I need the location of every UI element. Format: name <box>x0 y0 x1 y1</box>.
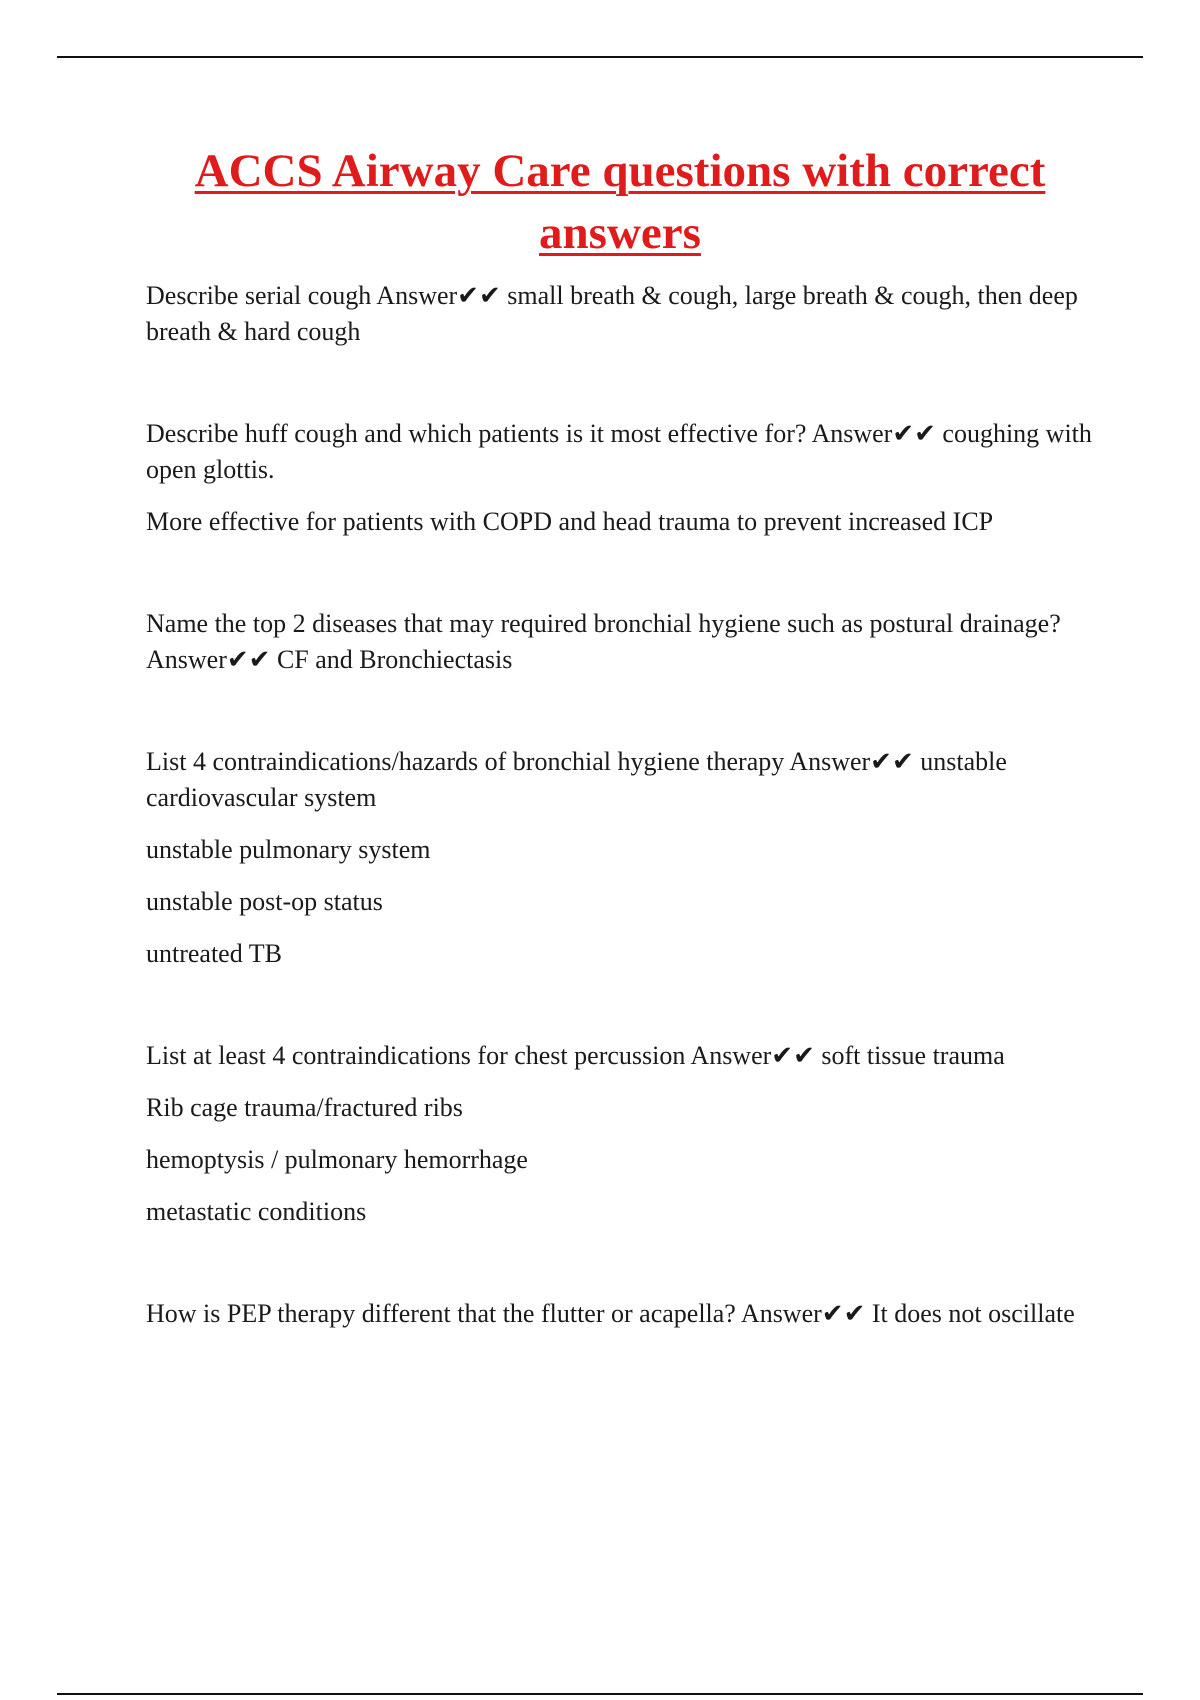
document-body <box>146 278 1096 1398</box>
answer-paragraph: untreated TB <box>146 939 282 968</box>
answer-paragraph: unstable post-op status <box>146 887 383 916</box>
answer-paragraph: hemoptysis / pulmonary hemorrhage <box>146 1145 528 1174</box>
qa-item <box>146 1296 1096 1332</box>
question-paragraph: Name the top 2 diseases that may required bronchial hygiene such as postural drainage? Answer✔✔ CF and Bronchiectasis <box>146 609 1061 674</box>
question-paragraph: List 4 contraindications/hazards of bronchial hygiene therapy Answer✔✔ unstable cardiovascular system <box>146 747 1007 812</box>
qa-item <box>146 606 1096 678</box>
footer-rule <box>57 1693 1143 1695</box>
header-rule <box>57 56 1143 58</box>
document-title: ACCS Airway Care questions with correct answers <box>194 145 1046 259</box>
question-paragraph: How is PEP therapy different that the flutter or acapella? Answer✔✔ It does not oscillate <box>146 1299 1075 1328</box>
qa-item <box>146 416 1096 540</box>
question-paragraph: Describe huff cough and which patients is it most effective for? Answer✔✔ coughing with open glottis. <box>146 419 1092 484</box>
question-paragraph: Describe serial cough Answer✔✔ small breath & cough, large breath & cough, then deep breath & hard cough <box>146 281 1078 346</box>
question-paragraph: List at least 4 contraindications for chest percussion Answer✔✔ soft tissue trauma <box>146 1041 1005 1070</box>
answer-paragraph: Rib cage trauma/fractured ribs <box>146 1093 463 1122</box>
qa-item <box>146 744 1096 972</box>
answer-paragraph: metastatic conditions <box>146 1197 367 1226</box>
answer-paragraph: More effective for patients with COPD and head trauma to prevent increased ICP <box>146 507 994 536</box>
qa-item <box>146 1038 1096 1230</box>
qa-item <box>146 278 1096 350</box>
answer-paragraph: unstable pulmonary system <box>146 835 431 864</box>
